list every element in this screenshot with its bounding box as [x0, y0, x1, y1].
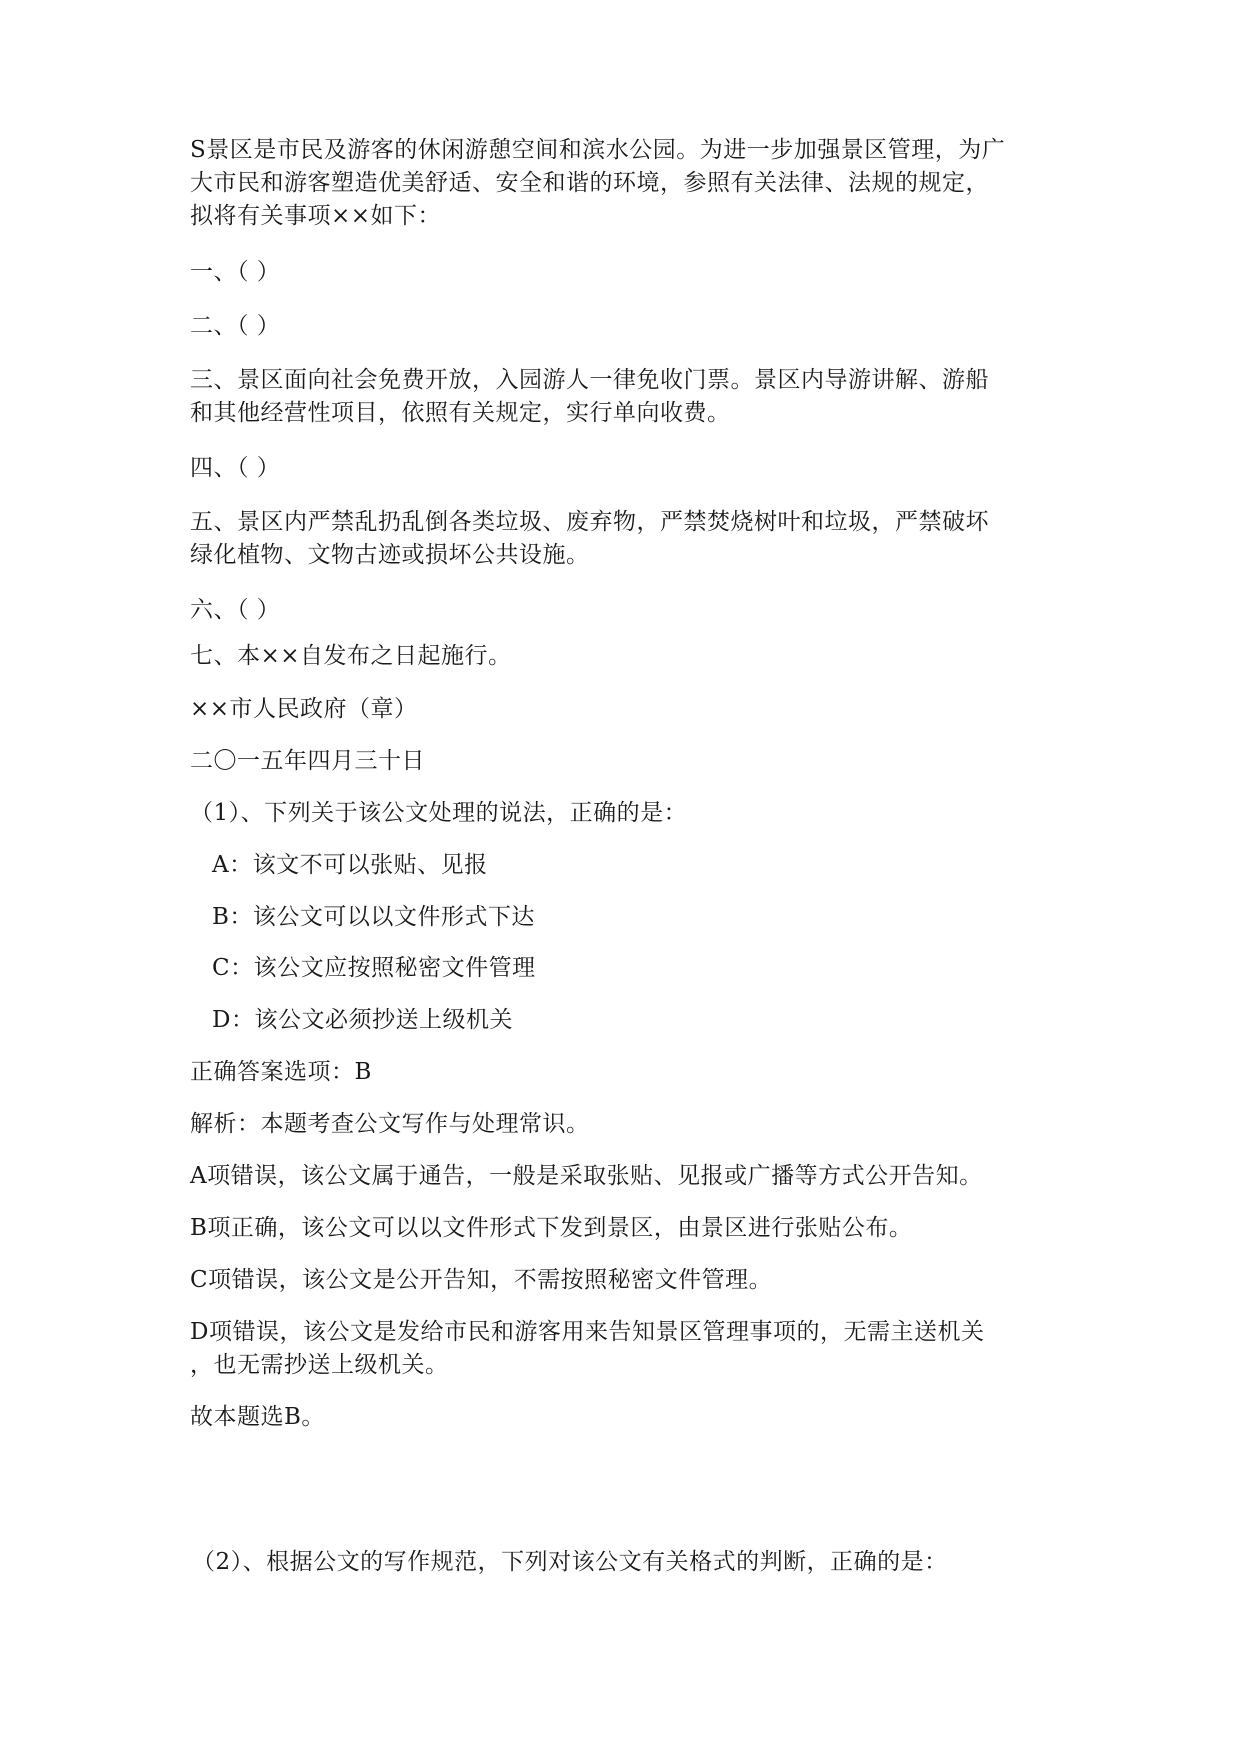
- issuer: ××市人民政府（章）: [190, 696, 418, 722]
- item-1-blank: 一、（ ）: [190, 259, 281, 285]
- question-1-option-a: A：该文不可以张贴、见报: [212, 852, 488, 878]
- question-1-option-c: C：该公文应按照秘密文件管理: [212, 955, 536, 981]
- item-2-blank: 二、（ ）: [190, 313, 281, 339]
- intro-line-3: 拟将有关事项××如下：: [190, 203, 442, 229]
- question-1-analysis-a: A项错误，该公文属于通告，一般是采取张贴、见报或广播等方式公开告知。: [190, 1163, 983, 1189]
- item-3-line-2: 和其他经营性项目，依照有关规定，实行单向收费。: [190, 400, 731, 426]
- item-5-line-1: 五、景区内严禁乱扔乱倒各类垃圾、废弃物，严禁焚烧树叶和垃圾，严禁破坏: [190, 509, 989, 535]
- question-1-answer: 正确答案选项：B: [190, 1059, 372, 1085]
- question-1-analysis-intro: 解析：本题考查公文写作与处理常识。: [190, 1111, 590, 1137]
- item-4-blank: 四、（ ）: [190, 455, 281, 481]
- intro-line-2: 大市民和游客塑造优美舒适、安全和谐的环境，参照有关法律、法规的规定，: [190, 170, 989, 196]
- question-1-option-b: B：该公文可以以文件形式下达: [212, 904, 535, 930]
- question-1-option-d: D：该公文必须抄送上级机关: [212, 1007, 513, 1033]
- item-7: 七、本××自发布之日起施行。: [190, 643, 512, 669]
- question-2-stem: （2）、根据公文的写作规范，下列对该公文有关格式的判断，正确的是：: [192, 1549, 948, 1575]
- question-1-analysis-d-line-2: ，也无需抄送上级机关。: [190, 1352, 449, 1378]
- item-3-line-1: 三、景区面向社会免费开放，入园游人一律免收门票。景区内导游讲解、游船: [190, 367, 989, 393]
- question-1-conclusion: 故本题选B。: [190, 1404, 325, 1430]
- question-1-analysis-b: B项正确，该公文可以以文件形式下发到景区，由景区进行张贴公布。: [190, 1215, 913, 1241]
- question-1-analysis-c: C项错误，该公文是公开告知，不需按照秘密文件管理。: [190, 1267, 773, 1293]
- issue-date: 二〇一五年四月三十日: [190, 748, 425, 774]
- question-1-stem: （1）、下列关于该公文处理的说法，正确的是：: [190, 800, 688, 826]
- question-1-analysis-d-line-1: D项错误，该公文是发给市民和游客用来告知景区管理事项的，无需主送机关: [190, 1319, 985, 1345]
- intro-line-1: S景区是市民及游客的休闲游憩空间和滨水公园。为进一步加强景区管理，为广: [190, 137, 1006, 163]
- item-6-blank: 六、（ ）: [190, 597, 281, 623]
- item-5-line-2: 绿化植物、文物古迹或损坏公共设施。: [190, 542, 590, 568]
